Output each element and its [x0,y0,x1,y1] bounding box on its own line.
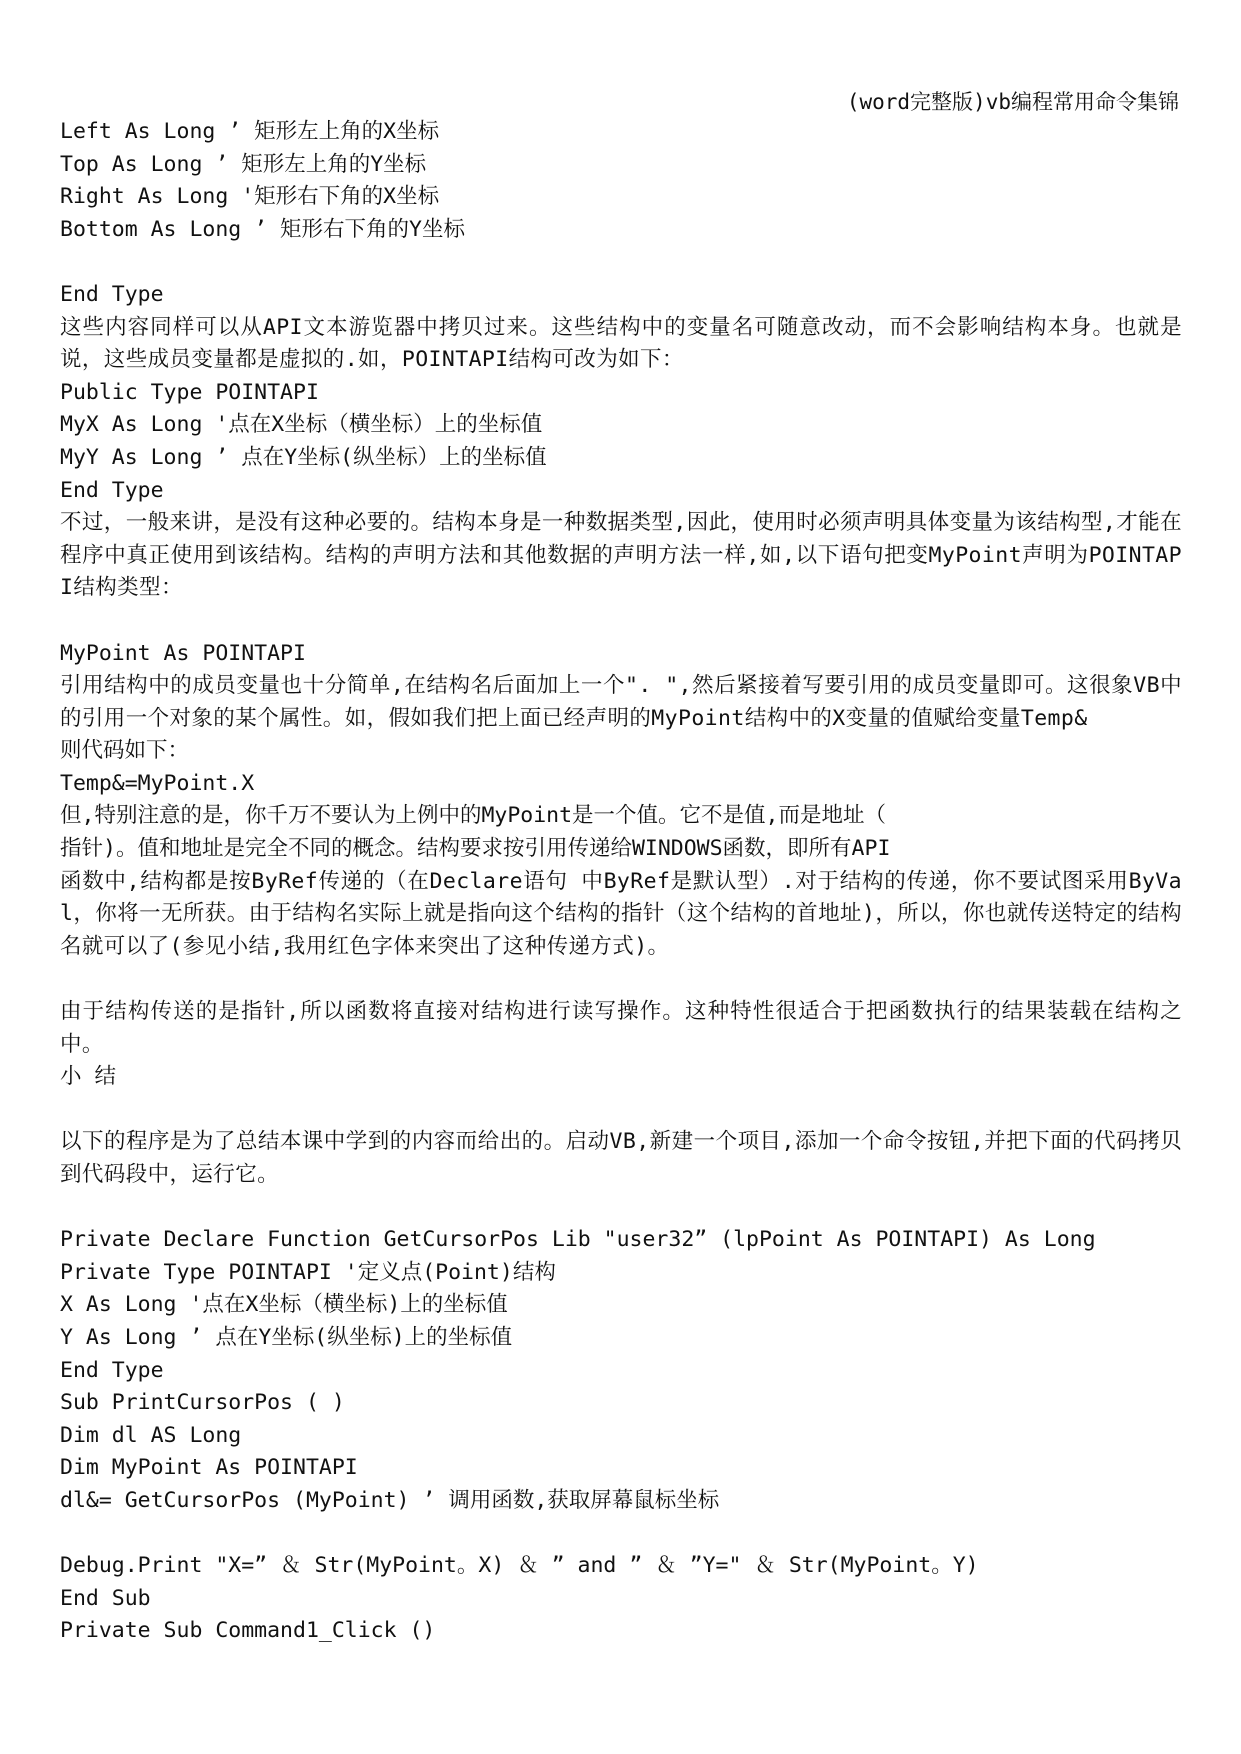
text-line: End Sub [60,1585,151,1611]
page-header: (word完整版)vb编程常用命令集锦 [846,90,1179,114]
text-line: End Type [60,1357,164,1383]
text-line: 指针)。值和地址是完全不同的概念。结构要求按引用传递给WINDOWS函数，即所有API [60,836,891,862]
text-line: End Type [60,281,164,307]
paragraph: 由于结构传送的是指针,所以函数将直接对结构进行读写操作。这种特性很适合于把函数执行的结果装载在结构之中。 [60,999,1182,1057]
text-line: Debug.Print "X=” ＆ Str(MyPoint。X) ＆ ” and ” ＆ ”Y=" ＆ Str(MyPoint。Y) [60,1553,979,1579]
text-line: Dim dl AS Long [60,1422,242,1448]
text-line: MyX As Long '点在X坐标（横坐标）上的坐标值 [60,412,543,438]
text-line: Private Declare Function GetCursorPos Lib "user32” (lpPoint As POINTAPI) As Long [60,1227,1096,1253]
text-line: 小 结 [60,1064,116,1090]
text-line: Left As Long ’ 矩形左上角的X坐标 [60,119,440,144]
text-line: 但,特别注意的是，你千万不要认为上例中的MyPoint是一个值。它不是值,而是地址（ [60,803,887,829]
text-line: Bottom As Long ’ 矩形右下角的Y坐标 [60,216,465,242]
text-line: Private Type POINTAPI '定义点(Point)结构 [60,1259,556,1285]
text-line: X As Long '点在X坐标（横坐标)上的坐标值 [60,1292,508,1318]
text-line: Sub PrintCursorPos ( ) [60,1390,345,1416]
text-line: Private Sub Command1_Click () [60,1618,436,1644]
text-line: Public Type POINTAPI [60,379,319,405]
paragraph: 以下的程序是为了总结本课中学到的内容而给出的。启动VB,新建一个项目,添加一个命令按钮,并把下面的代码拷贝到代码段中，运行它。 [60,1129,1182,1187]
text-line: Dim MyPoint As POINTAPI [60,1455,358,1481]
document-body [60,116,1182,1648]
paragraph: 函数中,结构都是按ByRef传递的（在Declare语句 中ByRef是默认型）.对于结构的传递，你不要试图采用ByVal，你将一无所获。由于结构名实际上就是指向这个结构的指针（这个结构的首地址)，所以，你也就传送特定的结构名就可以了(参见小结,我用红色字体来突出了这种传递方式)。 [60,868,1182,959]
blank-line [60,1518,1182,1551]
text-line: Right As Long '矩形右下角的X坐标 [60,184,440,210]
text-line: Y As Long ’ 点在Y坐标(纵坐标)上的坐标值 [60,1324,513,1350]
blank-line [60,1094,1182,1127]
paragraph: 不过，一般来讲，是没有这种必要的。结构本身是一种数据类型,因此，使用时必须声明具体变量为该结构型,才能在程序中真正使用到该结构。结构的声明方法和其他数据的声明方法一样,如,以下语句把变MyPoint声明为POINTAPI结构类型： [60,510,1182,601]
text-line: Temp&=MyPoint.X [60,770,255,796]
paragraph: 这些内容同样可以从API文本游览器中拷贝过来。这些结构中的变量名可随意改动，而不会影响结构本身。也就是说，这些成员变量都是虚拟的.如，POINTAPI结构可改为如下： [60,314,1182,373]
text-line: MyPoint As POINTAPI [60,640,306,666]
blank-line [60,1192,1182,1225]
text-line: MyY As Long ’ 点在Y坐标(纵坐标）上的坐标值 [60,444,547,470]
text-line: Top As Long ’ 矩形左上角的Y坐标 [60,151,427,177]
blank-line [60,605,1182,638]
paragraph: 引用结构中的成员变量也十分简单,在结构名后面加上一个". ",然后紧接着写要引用的成员变量即可。这很象VB中的引用一个对象的某个属性。如，假如我们把上面已经声明的MyPoint结构中的X变量的值赋给变量Temp& [60,673,1182,731]
text-line: End Type [60,477,164,503]
blank-line [60,963,1182,996]
text-line: 则代码如下： [60,738,190,764]
blank-line [60,246,1182,279]
text-line: dl&= GetCursorPos (MyPoint) ’ 调用函数,获取屏幕鼠标坐标 [60,1487,720,1513]
